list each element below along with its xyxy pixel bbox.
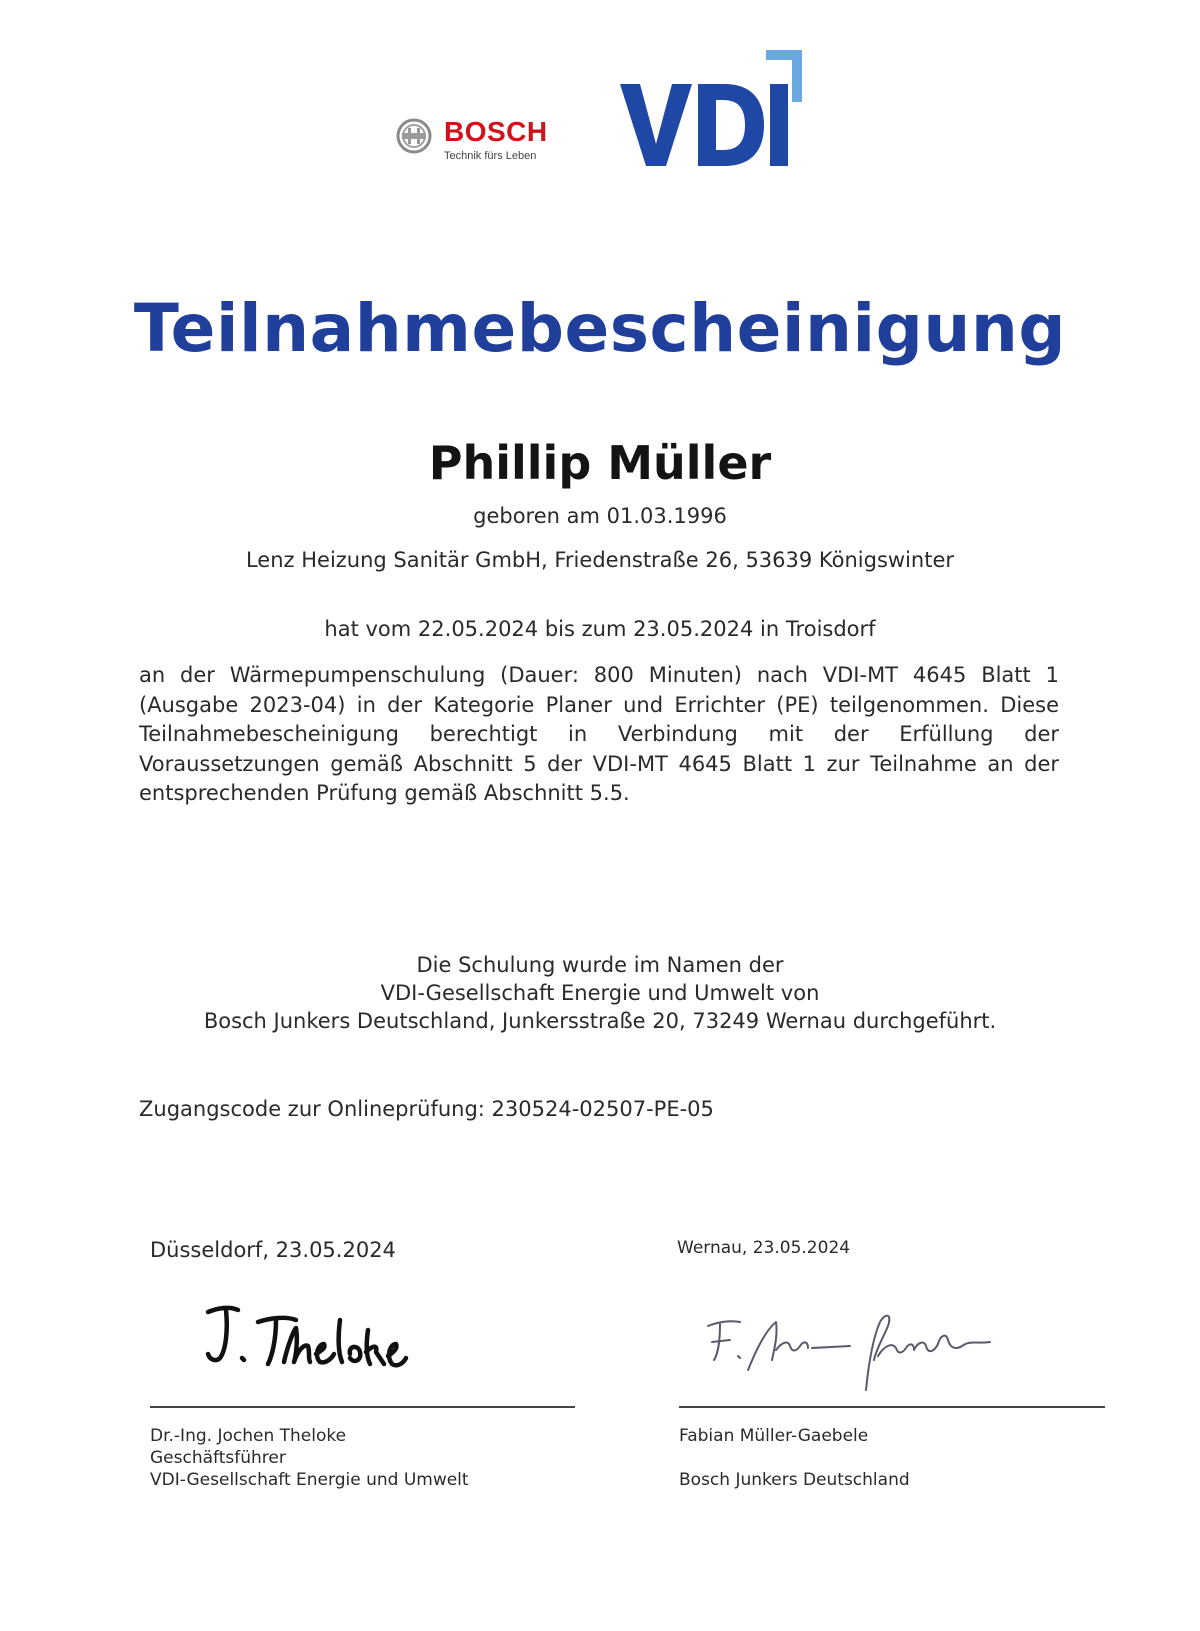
participant-birthdate: geboren am 01.03.1996 xyxy=(473,504,727,528)
certificate-title: Teilnahmebescheinigung xyxy=(133,290,1067,367)
participant-name: Phillip Müller xyxy=(428,436,772,490)
signer-left-block xyxy=(150,1425,469,1491)
signature-right xyxy=(700,1300,1020,1400)
signature-line-right xyxy=(679,1406,1105,1408)
signer-left-role: Geschäftsführer xyxy=(150,1448,286,1468)
signer-right-org: Bosch Junkers Deutschland xyxy=(679,1470,910,1490)
bosch-logo xyxy=(396,112,556,168)
course-dates: hat vom 22.05.2024 bis zum 23.05.2024 in Troisdorf xyxy=(324,617,876,641)
place-date-right: Wernau, 23.05.2024 xyxy=(677,1238,851,1258)
certificate-body-text: an der Wärmepumpenschulung (Dauer: 800 Minuten) nach VDI-MT 4645 Blatt 1 (Ausgabe 2023-04) in der Kategorie Planer und Errichter (PE) teilgenommen. Diese Teilnahmebescheinigung berechtigt in Verbindung mit der Erfüllung der Voraussetzungen gemäß Abschnitt 5 der VDI-MT 4645 Blatt 1 zur Teilnahme an der entsprechenden Prüfung gemäß Abschnitt 5.5. xyxy=(139,663,1059,805)
bosch-armature-icon xyxy=(396,118,432,154)
place-date-left: Düsseldorf, 23.05.2024 xyxy=(150,1238,396,1262)
participant-company: Lenz Heizung Sanitär GmbH, Friedenstraße 26, 53639 Königswinter xyxy=(245,548,955,572)
signature-left xyxy=(200,1300,410,1400)
organizer-line-1: Die Schulung wurde im Namen der xyxy=(416,953,784,977)
bosch-tagline: Technik fürs Leben xyxy=(444,150,537,162)
bosch-wordmark: BOSCH xyxy=(444,116,548,147)
organizer-line-3: Bosch Junkers Deutschland, Junkersstraße 20, 73249 Wernau durchgeführt. xyxy=(203,1009,997,1033)
organizer-line-2: VDI-Gesellschaft Energie und Umwelt von xyxy=(380,981,820,1005)
signature-line-left xyxy=(150,1406,575,1408)
vdi-logo xyxy=(620,50,810,174)
signer-left-org: VDI-Gesellschaft Energie und Umwelt xyxy=(150,1470,469,1490)
access-code: Zugangscode zur Onlineprüfung: 230524-02507-PE-05 xyxy=(139,1097,714,1121)
signer-right-name: Fabian Müller-Gaebele xyxy=(679,1426,869,1446)
signer-left-name: Dr.-Ing. Jochen Theloke xyxy=(150,1426,347,1446)
